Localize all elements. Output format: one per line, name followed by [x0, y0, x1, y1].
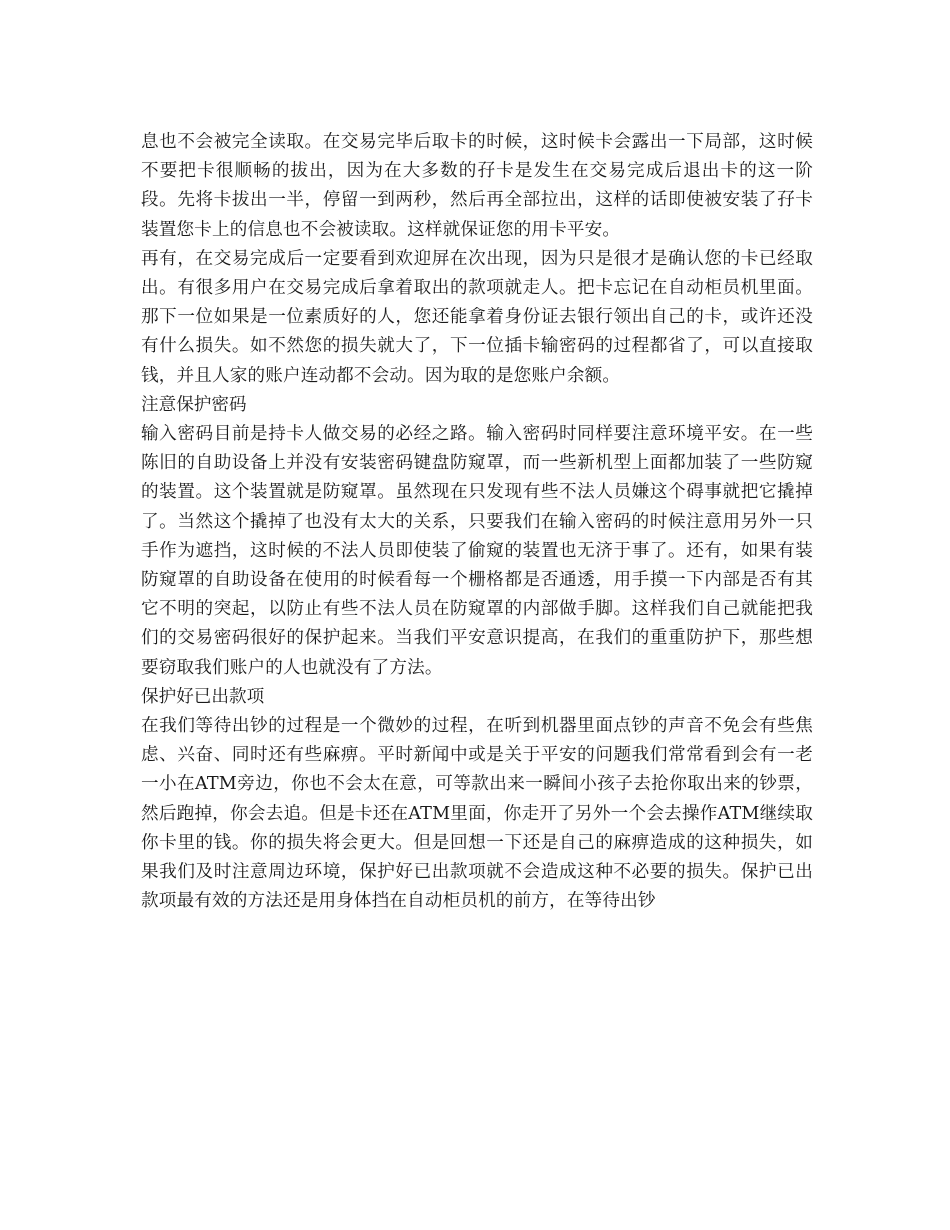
section-heading-protect-password: 注意保护密码: [141, 394, 247, 415]
paragraph-welcome-screen: 再有，在交易完成后一定要看到欢迎屏在次出现，因为只是很才是确认您的卡已经取出。有很多用户在交易完成后拿着取出的款项就走人。把卡忘记在自动柜员机里面。那下一位如果是一位素质好的人，您还能拿着身份证去银行领出自己的卡，或许还没有什么损失。如不然您的损失就大了，下一位插卡输密码的过程都省了，可以直接取钱，并且人家的账户连动都不会动。因为取的是您账户余额。: [141, 248, 813, 386]
section-heading-protect-cash: 保护好已出款项: [141, 686, 265, 707]
document-page: [141, 128, 813, 916]
paragraph-password-protection: 输入密码目前是持卡人做交易的必经之路。输入密码时同样要注意环境平安。在一些陈旧的自助设备上并没有安装密码键盘防窥罩，而一些新机型上面都加装了一些防窥的装置。这个装置就是防窥罩。虽然现在只发现有些不法人员嫌这个碍事就把它撬掉了。当然这个撬掉了也没有太大的关系，只要我们在输入密码的时候注意用另外一只手作为遮挡，这时候的不法人员即使装了偷窥的装置也无济于事了。还有，如果有装防窥罩的自助设备在使用的时候看每一个栅格都是否通透，用手摸一下内部是否有其它不明的突起，以防止有些不法人员在防窥罩的内部做手脚。这样我们自己就能把我们的交易密码很好的保护起来。当我们平安意识提高，在我们的重重防护下，那些想要窃取我们账户的人也就没有了方法。: [141, 424, 813, 678]
paragraph-cash-protection: 在我们等待出钞的过程是一个微妙的过程，在听到机器里面点钞的声音不免会有些焦虑、兴奋、同时还有些麻痹。平时新闻中或是关于平安的问题我们常常看到会有一老一小在ATM旁边，你也不会太在意，可等款出来一瞬间小孩子去抢你取出来的钞票，然后跑掉，你会去追。但是卡还在ATM里面，你走开了另外一个会去操作ATM继续取你卡里的钱。你的损失将会更大。但是回想一下还是自己的麻痹造成的这种损失，如果我们及时注意周边环境，保护好已出款项就不会造成这种不必要的损失。保护已出款项最有效的方法还是用身体挡在自动柜员机的前方，在等待出钞: [141, 716, 813, 912]
paragraph-card-removal: 息也不会被完全读取。在交易完毕后取卡的时候，这时候卡会露出一下局部，这时候不要把卡很顺畅的拔出，因为在大多数的孖卡是发生在交易完成后退出卡的这一阶段。先将卡拔出一半，停留一到两秒，然后再全部拉出，这样的话即使被安装了孖卡装置您卡上的信息也不会被读取。这样就保证您的用卡平安。: [141, 132, 813, 240]
